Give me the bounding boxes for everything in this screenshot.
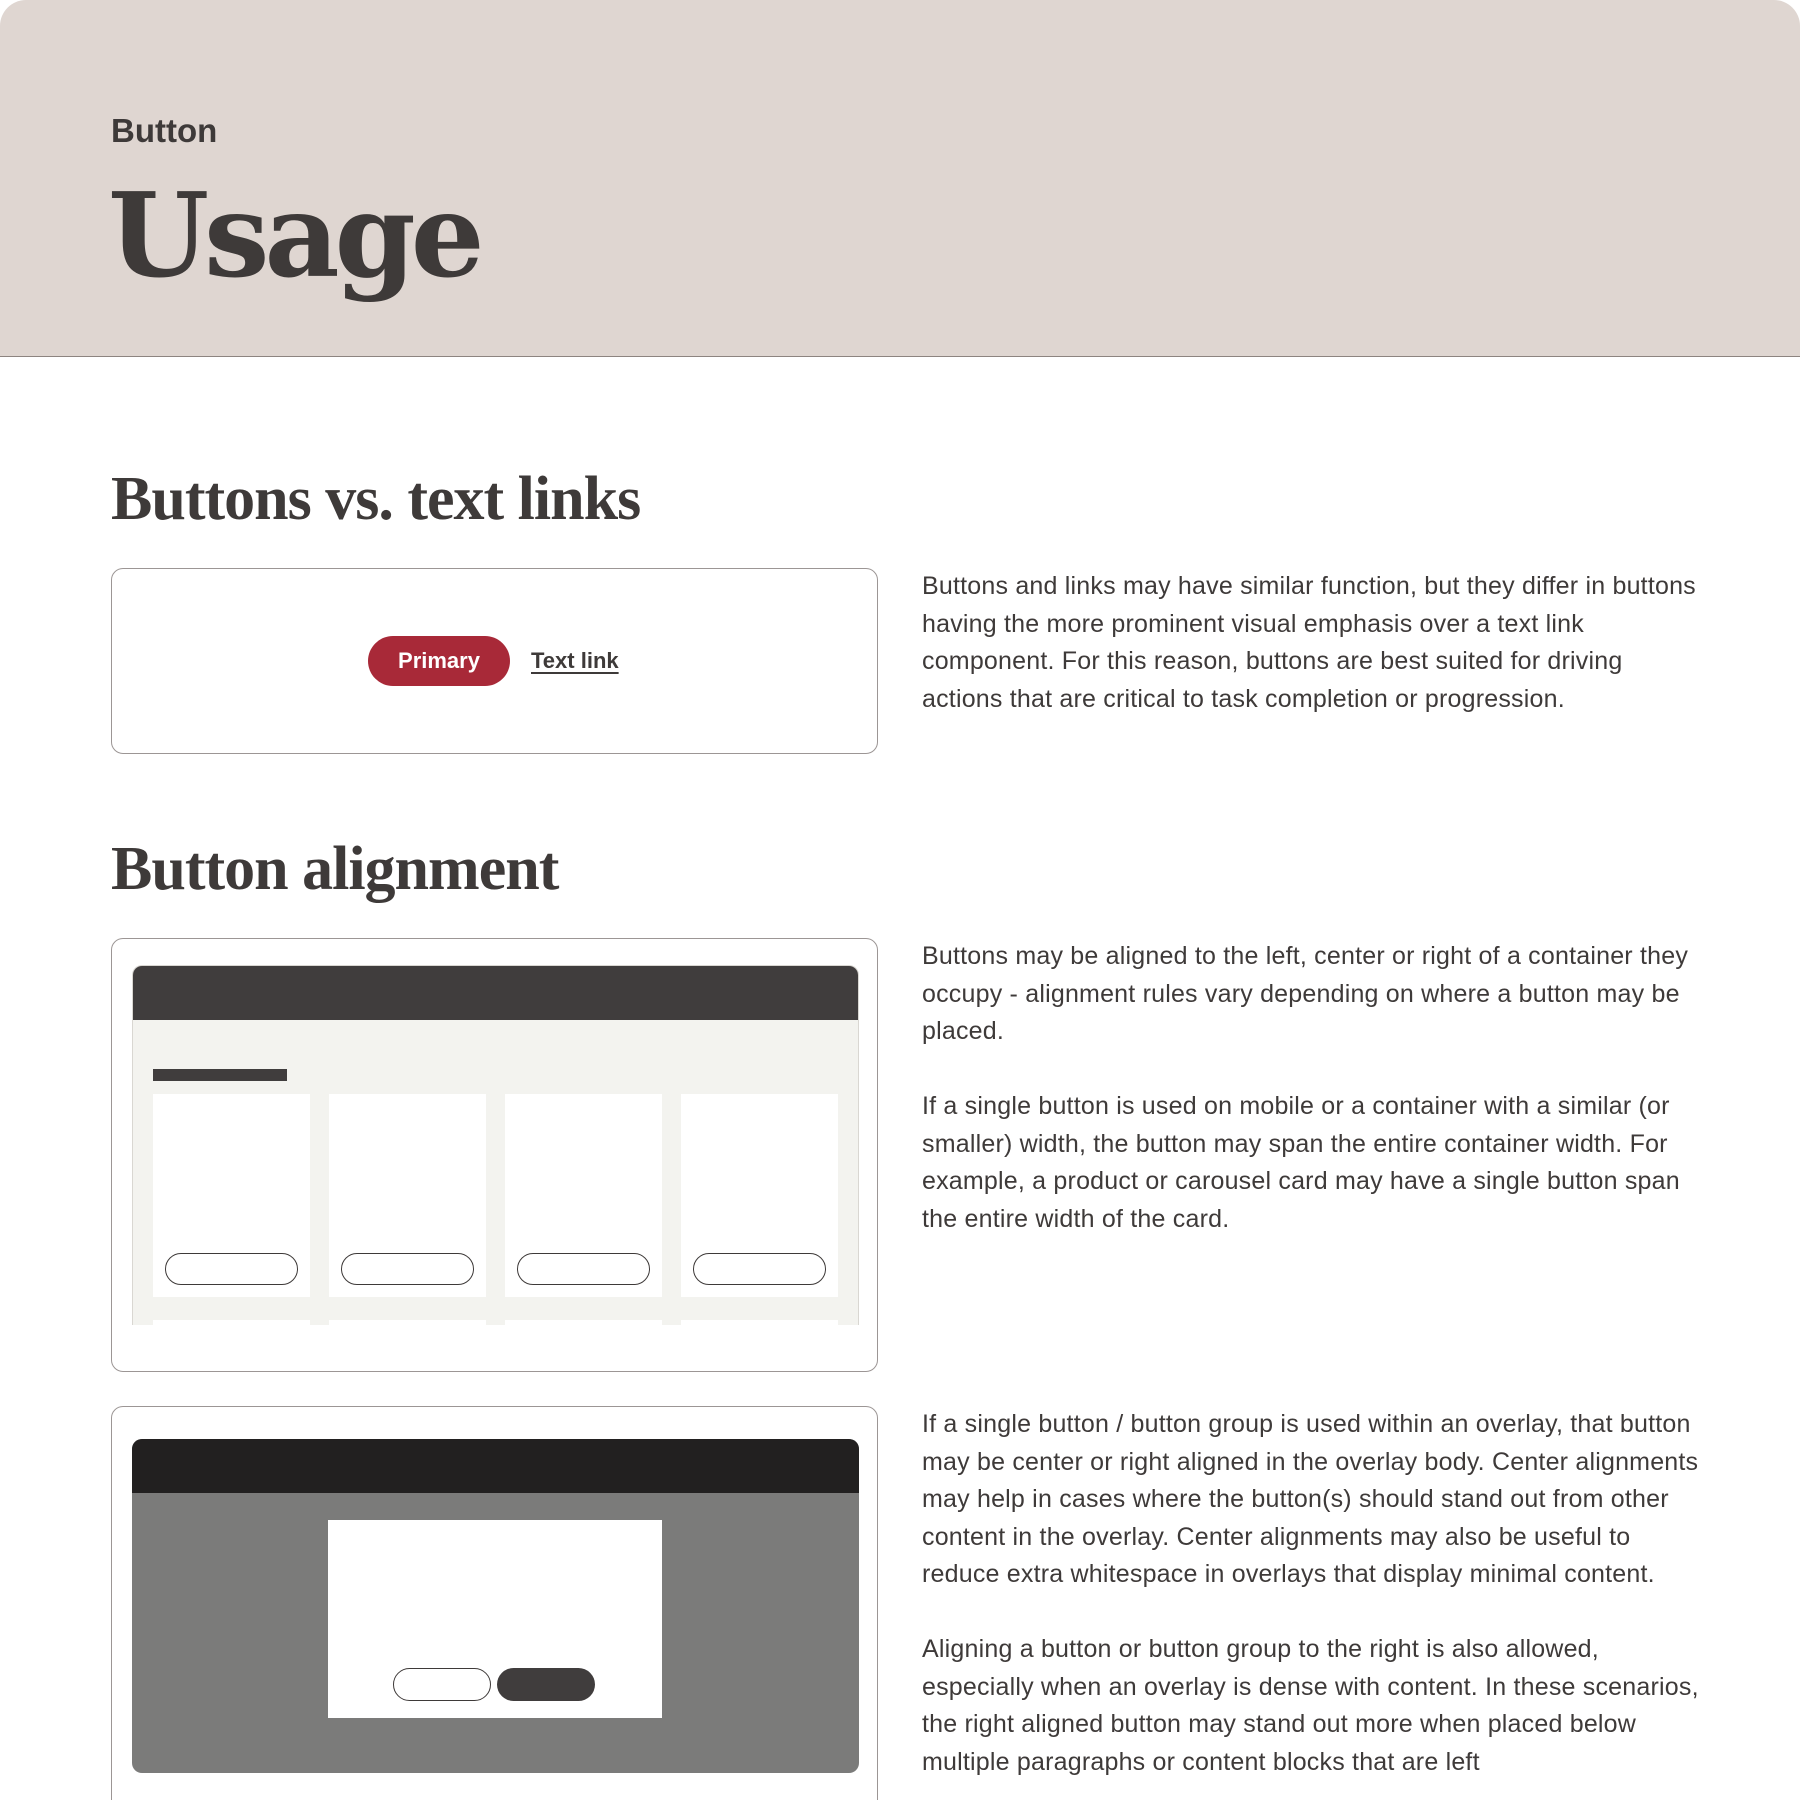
page-title: Usage	[108, 168, 480, 304]
text-link[interactable]: Text link	[531, 648, 619, 673]
mock-overlay-window	[132, 1439, 859, 1773]
demo-card-buttons-vs-links	[111, 568, 878, 754]
alignment-paragraph: Aligning a button or button group to the right is also allowed, especially when an overlay is dense with content. In these scenarios, the right aligned button may stand out more when placed below multiple paragraphs or content blocks that are left	[922, 1635, 1699, 1776]
mock-product-card	[681, 1320, 838, 1325]
mock-primary-button	[497, 1668, 595, 1701]
alignment-paragraph: If a single button is used on mobile or a container with a similar (or smaller) width, the button may span the entire container width. For example, a product or carousel card may have a single button span the entire width of the card.	[922, 1092, 1680, 1233]
primary-button[interactable]: Primary	[368, 636, 510, 686]
mock-product-card	[329, 1320, 486, 1325]
alignment-paragraph: Buttons may be aligned to the left, center or right of a container they occupy - alignment rules vary depending on where a button may be placed.	[922, 942, 1689, 1045]
mock-product-card	[505, 1094, 662, 1297]
buttons-vs-links-description: Buttons and links may have similar function, but they differ in buttons having the more prominent visual emphasis over a text link component. For this reason, buttons are best suited for driving actions that are critical to task completion or progression.	[922, 572, 1696, 713]
mock-overlay-header	[132, 1439, 859, 1493]
mock-page-window	[132, 965, 859, 1325]
mock-card-button	[165, 1253, 298, 1285]
alignment-description-block-1	[922, 938, 1702, 1238]
section-heading-button-alignment: Button alignment	[111, 835, 559, 903]
mock-product-card	[681, 1094, 838, 1297]
demo-card-overlay-alignment	[111, 1406, 878, 1800]
alignment-paragraph: If a single button / button group is used within an overlay, that button may be center or right aligned in the overlay body. Center alignments may help in cases where the button(s) should stand out from other content in the overlay. Center alignments may also be useful to reduce extra whitespace in overlays that display minimal content.	[922, 1410, 1699, 1588]
demo-card-grid-alignment	[111, 938, 878, 1372]
mock-secondary-button	[393, 1668, 491, 1701]
mock-product-card	[153, 1320, 310, 1325]
mock-product-card	[329, 1094, 486, 1297]
alignment-description-block-2	[922, 1406, 1702, 1781]
page-header	[0, 0, 1800, 357]
mock-page-header	[133, 966, 858, 1020]
mock-product-card	[505, 1320, 662, 1325]
breadcrumb[interactable]: Button	[111, 112, 218, 149]
mock-product-card	[153, 1094, 310, 1297]
mock-card-button	[517, 1253, 650, 1285]
mock-overlay-dialog	[328, 1520, 662, 1718]
mock-card-button	[693, 1253, 826, 1285]
mock-card-button	[341, 1253, 474, 1285]
section-heading-buttons-vs-links: Buttons vs. text links	[111, 465, 641, 533]
mock-heading-placeholder	[153, 1069, 287, 1081]
